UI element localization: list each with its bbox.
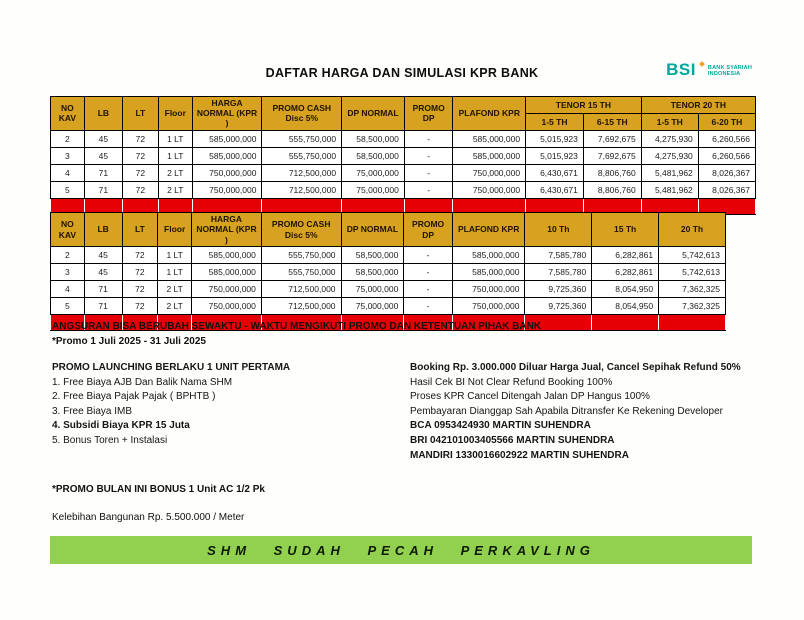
note-line: Proses KPR Cancel Ditengah Jalan DP Hangus 100% <box>410 391 650 403</box>
table-cell: 75,000,000 <box>342 164 405 181</box>
table-cell: - <box>404 147 453 164</box>
tenor-sub-header: 6-15 TH <box>583 113 641 130</box>
table-cell: 58,500,000 <box>341 247 404 264</box>
note-line: Pembayaran Dianggap Sah Apabila Ditransfer Ke Rekening Developer <box>410 405 723 417</box>
tenor-sub-header: 1-5 TH <box>526 113 584 130</box>
header-row-1 <box>51 97 756 114</box>
table-cell: 3 <box>51 264 85 281</box>
promo-period-note: *Promo 1 Juli 2025 - 31 Juli 2025 <box>52 336 206 347</box>
table-row <box>51 181 756 198</box>
booking-info-list <box>410 361 780 463</box>
table-cell: 712,500,000 <box>261 298 341 315</box>
table-cell: 4,275,930 <box>641 130 698 147</box>
table-cell: 750,000,000 <box>192 164 262 181</box>
column-header: DP NORMAL <box>342 97 405 131</box>
note-line: 4. Subsidi Biaya KPR 15 Juta <box>52 420 190 432</box>
table-cell: 585,000,000 <box>192 264 262 281</box>
table-cell: 5 <box>51 298 85 315</box>
table-row <box>51 247 726 264</box>
table-cell: 58,500,000 <box>342 130 405 147</box>
table-cell: - <box>404 298 453 315</box>
promo-launching-title: PROMO LAUNCHING BERLAKU 1 UNIT PERTAMA <box>52 362 291 373</box>
table-cell: 45 <box>84 264 122 281</box>
table-cell: 712,500,000 <box>261 281 341 298</box>
table-cell: 2 LT <box>158 298 192 315</box>
table-cell: 5,015,923 <box>526 130 584 147</box>
table-cell: 750,000,000 <box>192 181 262 198</box>
table-cell: 1 LT <box>158 130 192 147</box>
table-cell: 585,000,000 <box>192 247 262 264</box>
table-cell: - <box>404 281 453 298</box>
table-cell: 585,000,000 <box>452 264 525 281</box>
table-cell: 2 <box>51 247 85 264</box>
table-cell: 6,282,861 <box>592 247 659 264</box>
table-cell: 2 <box>51 130 85 147</box>
table-cell: 750,000,000 <box>453 164 526 181</box>
column-header: Floor <box>158 97 192 131</box>
table-cell: 8,054,950 <box>592 281 659 298</box>
promo-launching-section <box>52 361 402 449</box>
table-cell: 5 <box>51 181 85 198</box>
column-header: LT <box>122 213 158 247</box>
table-cell: 2 LT <box>158 164 192 181</box>
table-cell: - <box>404 264 453 281</box>
tenor-sub-header: 1-5 TH <box>641 113 698 130</box>
note-line: 1. Free Biaya AJB Dan Balik Nama SHM <box>52 376 233 388</box>
table-cell: 585,000,000 <box>192 147 262 164</box>
table-cell: 72 <box>122 264 158 281</box>
tenor-sub-header: 6-20 TH <box>698 113 755 130</box>
column-header: LB <box>84 213 122 247</box>
table-cell: 75,000,000 <box>342 181 405 198</box>
table-cell: 2 LT <box>158 181 192 198</box>
tenor-header: 15 Th <box>592 213 659 247</box>
table-cell: 45 <box>84 147 122 164</box>
booking-info-section <box>410 361 780 463</box>
table-cell: 9,725,360 <box>525 281 592 298</box>
angsuran-note: ANGSURAN BISA BERUBAH SEWAKTU - WAKTU MENGIKUTI PROMO DAN KETENTUAN PIHAK BANK <box>52 321 542 332</box>
shm-banner <box>50 536 752 564</box>
table-cell: 6,260,566 <box>698 130 755 147</box>
note-line: Hasil Cek BI Not Clear Refund Booking 100% <box>410 376 613 388</box>
table-cell: 9,725,360 <box>525 298 592 315</box>
table-cell: 750,000,000 <box>452 281 525 298</box>
table-cell: 585,000,000 <box>452 247 525 264</box>
table-cell: 750,000,000 <box>453 181 526 198</box>
table-cell: 8,026,367 <box>698 181 755 198</box>
table-cell: 712,500,000 <box>262 164 342 181</box>
bsi-logo-subtext-line1: BANK SYARIAH <box>707 65 752 71</box>
column-header: NO KAV <box>51 97 85 131</box>
note-line: Booking Rp. 3.000.000 Diluar Harga Jual, Cancel Sepihak Refund 50% <box>410 362 741 373</box>
table-cell: 8,026,367 <box>698 164 755 181</box>
table-cell: 750,000,000 <box>192 281 262 298</box>
table-cell: 58,500,000 <box>342 147 405 164</box>
note-line: MANDIRI 1330016602922 MARTIN SUHENDRA <box>410 449 629 461</box>
table-cell: - <box>404 247 453 264</box>
column-header: PROMO CASH Disc 5% <box>262 97 342 131</box>
table-cell: 71 <box>84 298 122 315</box>
table-cell: 5,742,613 <box>659 247 726 264</box>
table-cell: 71 <box>84 164 122 181</box>
tenor-group-header: TENOR 20 TH <box>641 97 755 114</box>
table-cell: 1 LT <box>158 264 192 281</box>
table-cell: 72 <box>122 147 158 164</box>
table-cell: 1 LT <box>158 147 192 164</box>
table-row <box>51 147 756 164</box>
table-cell: 8,806,760 <box>583 164 641 181</box>
table-cell: 58,500,000 <box>341 264 404 281</box>
table-row <box>51 130 756 147</box>
column-header: Floor <box>158 213 192 247</box>
note-line: 5. Bonus Toren + Instalasi <box>52 434 168 446</box>
table-cell: 72 <box>122 281 158 298</box>
table-cell: 2 LT <box>158 281 192 298</box>
table-cell: 3 <box>51 147 85 164</box>
note-line: BCA 0953424930 MARTIN SUHENDRA <box>410 420 591 432</box>
table-cell: 71 <box>84 181 122 198</box>
shm-banner-text: SHM SUDAH PECAH PERKAVLING <box>207 542 595 558</box>
table-cell: 4 <box>51 281 85 298</box>
table-cell: 8,054,950 <box>592 298 659 315</box>
column-header: HARGA NORMAL (KPR ) <box>192 213 262 247</box>
table-row <box>51 164 756 181</box>
column-header: LB <box>84 97 122 131</box>
tenor-header: 10 Th <box>525 213 592 247</box>
note-line: 2. Free Biaya Pajak Pajak ( BPHTB ) <box>52 391 216 403</box>
column-header: PLAFOND KPR <box>453 97 526 131</box>
column-header: PROMO DP <box>404 213 453 247</box>
promo-bonus-note: *PROMO BULAN INI BONUS 1 Unit AC 1/2 Pk <box>52 484 265 495</box>
column-header: LT <box>122 97 158 131</box>
table-cell: 585,000,000 <box>453 147 526 164</box>
tenor-header: 20 Th <box>659 213 726 247</box>
table-cell: 7,362,325 <box>659 281 726 298</box>
table-cell: 7,692,675 <box>583 130 641 147</box>
table-cell: - <box>404 181 453 198</box>
price-table-tenor-split <box>50 96 756 215</box>
table-cell: 8,806,760 <box>583 181 641 198</box>
table-cell: 750,000,000 <box>452 298 525 315</box>
price-table-tenor-flat <box>50 212 726 331</box>
table-cell: 45 <box>84 130 122 147</box>
table-cell: 555,750,000 <box>262 130 342 147</box>
promo-launching-list <box>52 376 402 449</box>
table-cell: 72 <box>122 130 158 147</box>
header-row <box>51 213 726 247</box>
kelebihan-note: Kelebihan Bangunan Rp. 5.500.000 / Meter <box>52 512 245 523</box>
bsi-logo <box>666 62 752 78</box>
table-cell: 7,692,675 <box>583 147 641 164</box>
table-cell: - <box>404 130 453 147</box>
table-cell: 5,481,962 <box>641 181 698 198</box>
table-cell: 75,000,000 <box>341 298 404 315</box>
red-cell <box>592 315 659 331</box>
table-cell: 585,000,000 <box>192 130 262 147</box>
column-header: PROMO CASH Disc 5% <box>261 213 341 247</box>
red-cell <box>659 315 726 331</box>
table-cell: 1 LT <box>158 247 192 264</box>
table-cell: 555,750,000 <box>261 247 341 264</box>
bsi-logo-subtext <box>708 65 752 77</box>
table-cell: 5,481,962 <box>641 164 698 181</box>
column-header: PLAFOND KPR <box>452 213 525 247</box>
table-cell: 555,750,000 <box>261 264 341 281</box>
page-title: DAFTAR HARGA DAN SIMULASI KPR BANK <box>265 66 539 80</box>
column-header: NO KAV <box>51 213 85 247</box>
column-header: PROMO DP <box>404 97 453 131</box>
table-cell: 6,282,861 <box>592 264 659 281</box>
table-cell: 750,000,000 <box>192 298 262 315</box>
table-cell: 5,742,613 <box>659 264 726 281</box>
table-cell: 7,585,780 <box>525 264 592 281</box>
table-cell: 585,000,000 <box>453 130 526 147</box>
table-row <box>51 281 726 298</box>
table-cell: 72 <box>122 247 158 264</box>
column-header: DP NORMAL <box>341 213 404 247</box>
bsi-logo-star-icon <box>699 61 705 67</box>
table-cell: - <box>404 164 453 181</box>
tenor-group-header: TENOR 15 TH <box>526 97 642 114</box>
note-line: BRI 042101003405566 MARTIN SUHENDRA <box>410 434 615 446</box>
column-header: HARGA NORMAL (KPR ) <box>192 97 262 131</box>
table-cell: 75,000,000 <box>341 281 404 298</box>
table-cell: 7,585,780 <box>525 247 592 264</box>
table-cell: 72 <box>122 164 158 181</box>
table-cell: 5,015,923 <box>526 147 584 164</box>
table-cell: 7,362,325 <box>659 298 726 315</box>
table-row <box>51 264 726 281</box>
table-cell: 6,260,566 <box>698 147 755 164</box>
table-cell: 6,430,671 <box>526 164 584 181</box>
table-cell: 45 <box>84 247 122 264</box>
bsi-logo-text: BSI <box>666 60 696 79</box>
table-cell: 6,430,671 <box>526 181 584 198</box>
table-cell: 712,500,000 <box>262 181 342 198</box>
table-cell: 71 <box>84 281 122 298</box>
table-row <box>51 298 726 315</box>
table-cell: 4,275,930 <box>641 147 698 164</box>
table-cell: 72 <box>122 298 158 315</box>
table-cell: 4 <box>51 164 85 181</box>
table-cell: 555,750,000 <box>262 147 342 164</box>
table-cell: 72 <box>122 181 158 198</box>
bsi-logo-subtext-line2: INDONESIA <box>707 71 741 77</box>
note-line: 3. Free Biaya IMB <box>52 405 133 417</box>
